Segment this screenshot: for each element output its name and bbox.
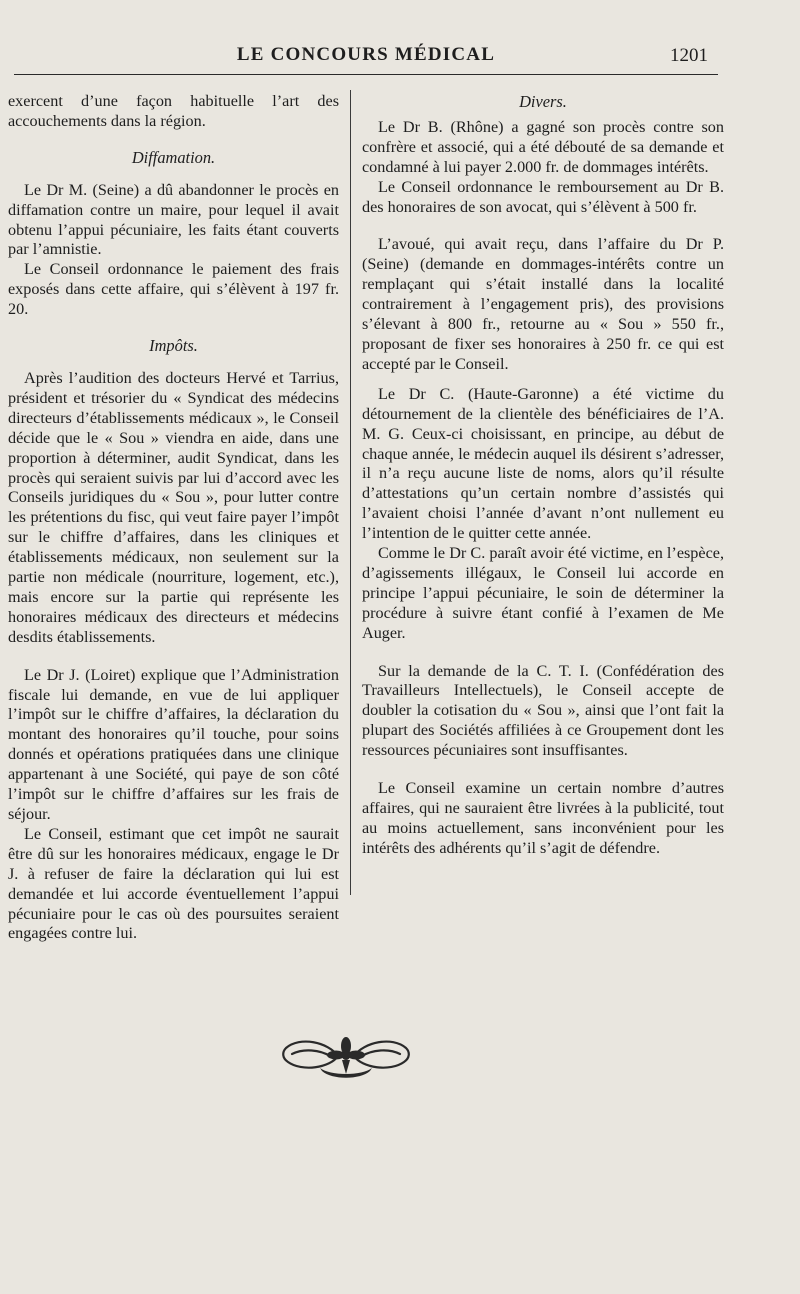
- paragraph-diffamation-1: Le Dr M. (Seine) a dû abandonner le procès en diffamation contre un maire, pour lequel il avait obtenu l’appui pécuniaire, les faits étant couverts par l’amnistie.: [8, 180, 339, 259]
- paragraph-divers-3: L’avoué, qui avait reçu, dans l’affaire du Dr P. (Seine) (demande en dommages-intérêts contre un remplaçant qui s’était installé dans la localité contrairement à l’engagement pris), des provisions s’élevant à 800 fr., retourne au « Sou » 550 fr., proposant de fixer ses honoraires à 250 fr. ce qui est accepté par le Conseil.: [362, 235, 724, 373]
- column-divider: [350, 90, 351, 895]
- intro-paragraph: exercent d’une façon habituelle l’art des accouchements dans la région.: [8, 92, 339, 130]
- paragraph-divers-1: Le Dr B. (Rhône) a gagné son procès contre son confrère et associé, qui a été débouté de sa demande et condamné à lui payer 2.000 fr. de dommages intérêts.: [362, 117, 724, 176]
- page-number: 1201: [670, 45, 708, 66]
- paragraph-impots-3: Le Conseil, estimant que cet impôt ne saurait être dû sur les honoraires médicaux, engage le Dr J. à refuser de faire la déclaration qui lui est demandée et lui accorde éventuellement l’appui pécuniaire pour le cas où des poursuites seraient engagées contre lui.: [8, 824, 339, 943]
- right-column: [362, 92, 724, 859]
- journal-title: LE CONCOURS MÉDICAL: [236, 44, 496, 65]
- section-heading-impots: Impôts.: [149, 336, 198, 356]
- paragraph-divers-7: Le Conseil examine un certain nombre d’autres affaires, qui ne sauraient être livrées à la publicité, tout au moins actuellement, sans inconvénient pour les intérêts des adhérents qu’il s’agit de défendre.: [362, 779, 724, 857]
- paragraph-divers-2: Le Conseil ordonnance le remboursement au Dr B. des honoraires de son avocat, qui s’élèvent à 500 fr.: [362, 177, 724, 216]
- section-heading-diffamation: Diffamation.: [131, 147, 216, 167]
- left-column: [8, 92, 339, 944]
- paragraph-divers-5: Comme le Dr C. paraît avoir été victime, en l’espèce, d’agissements illégaux, le Conseil lui accorde en principe l’appui pécuniaire, le soin de déterminer la procédure à suivre étant confié à l’examen de Me Auger.: [362, 544, 724, 642]
- section-heading-divers: Divers.: [519, 92, 567, 111]
- page-header: [14, 44, 718, 75]
- paragraph-divers-6: Sur la demande de la C. T. I. (Confédération des Travailleurs Intellectuels), le Conseil accepte de doubler la cotisation du « Sou », ainsi que l’ont fait la plupart des Sociétés affiliées à ce Groupement dont les ressources pécuniaires sont insuffisantes.: [362, 661, 724, 760]
- paragraph-impots-2: Le Dr J. (Loiret) explique que l’Administration fiscale lui demande, en vue de lui appliquer l’impôt sur le chiffre d’affaires, la déclaration du montant des honoraires qu’il touche, pour soins donnés et opérations pratiquées dans une clinique appartenant à une Société, qui paye de son côté l’impôt sur le chiffre d’affaires sur les frais de séjour.: [8, 665, 339, 823]
- floral-vignette-icon: [280, 1028, 412, 1084]
- paragraph-impots-1: Après l’audition des docteurs Hervé et Tarrius, président et trésorier du « Syndicat des médecins directeurs d’établissements médicaux », le Conseil décide que le « Sou » viendra en aide, dans une proportion à déterminer, audit Syndicat, dans les procès qui seraient suivis par lui d’accord avec les Conseils juridiques du « Sou », pour lutter contre les prétentions du fisc, qui veut faire payer l’impôt sur le chiffre d’affaires, dans les cliniques et établissements médicaux, non seulement sur la partie non médicale (nourriture, logement, etc.), mais encore sur la partie qui représente les honoraires médicaux des directeurs et médecins desdits établissements.: [8, 368, 339, 646]
- paragraph-diffamation-2: Le Conseil ordonnance le paiement des frais exposés dans cette affaire, qui s’élèvent à 197 fr. 20.: [8, 260, 339, 319]
- paragraph-divers-4: Le Dr C. (Haute-Garonne) a été victime du détournement de la clientèle des bénéficiaires de l’A. M. G. Ceux-ci choisissant, en principe, au début de chaque année, le médecin auquel ils désirent s’adresser, il n’a reçu aucune liste de noms, alors qu’il résulte d’attestations qu’un certain nombre d’assistés qui l’avaient choisi l’année d’avant n’ont nullement eu l’intention de le quitter cette année.: [362, 384, 724, 543]
